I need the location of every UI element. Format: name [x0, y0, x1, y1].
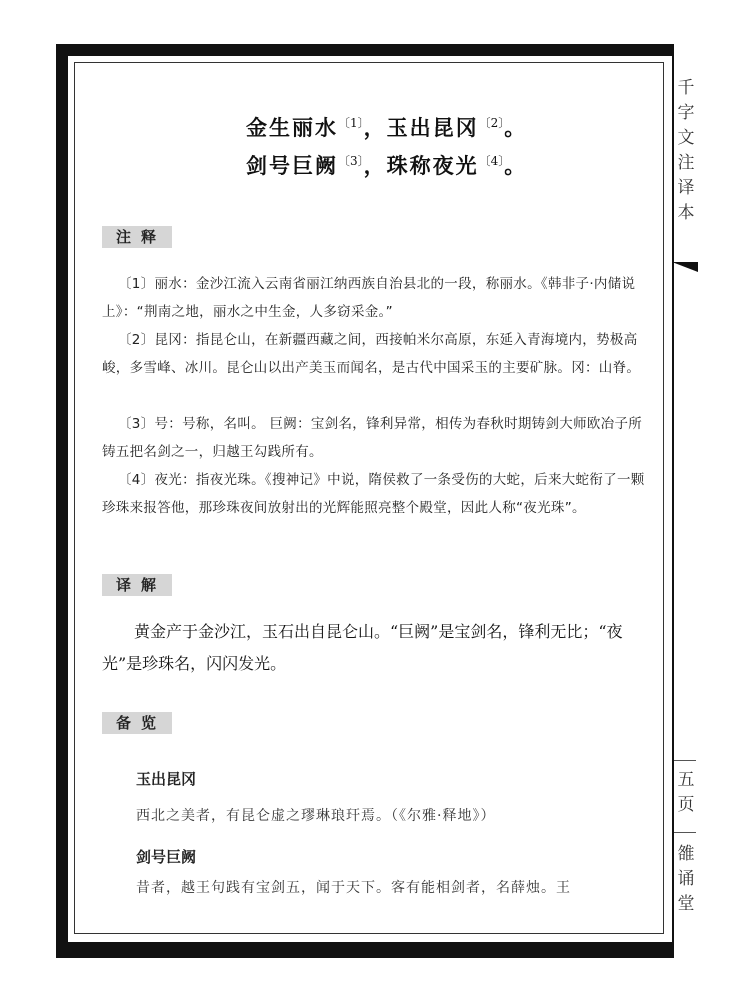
- side-divider: [674, 760, 696, 761]
- reference-text-1: 西北之美者，有昆仑虚之璆琳琅玕焉。（《尔雅·释地》）: [136, 808, 496, 824]
- verse-line-1: 金生丽水$^{〔1〕}$，玉出昆冈$^{〔2〕}$。: [246, 115, 528, 140]
- section-heading-translation: 译解: [102, 574, 172, 596]
- side-hall-name: 雒诵堂: [677, 844, 695, 914]
- note-1: 〔1〕丽水：金沙江流入云南省丽江纳西族自治县北的一段，称丽水。《韩非子·内储说上》：“荆南之地，丽水之中生金，人多窃采金。”: [102, 276, 636, 320]
- note-4: 〔4〕夜光：指夜光珠。《搜神记》中说，隋侯救了一条受伤的大蛇，后来大蛇衔了一颗珍珠来报答他，那珍珠夜间放射出的光辉能照亮整个殿堂，因此人称“夜光珠”。: [102, 472, 645, 516]
- section-heading-notes: 注释: [102, 226, 172, 248]
- note-3: 〔3〕号：号称，名叫。 巨阙：宝剑名，锋利异常，相传为春秋时期铸剑大师欧冶子所铸五把名剑之一，归越王勾践所有。: [102, 416, 643, 460]
- verse-line-2: 剑号巨阙$^{〔3〕}$，珠称夜光$^{〔4〕}$。: [246, 153, 528, 178]
- reference-title-1: 玉出昆冈: [136, 770, 197, 788]
- side-marker: [672, 262, 698, 272]
- side-book-title: 千字文注译本: [677, 78, 695, 223]
- side-divider: [674, 832, 696, 833]
- section-heading-reference: 备览: [102, 712, 172, 734]
- side-page-number: 五页: [677, 770, 695, 815]
- note-2: 〔2〕昆冈：指昆仑山，在新疆西藏之间，西接帕米尔高原，东延入青海境内，势极高峻，多雪峰、冰川。昆仑山以出产美玉而闻名，是古代中国采玉的主要矿脉。冈：山脊。: [102, 332, 641, 376]
- translation-text: 黄金产于金沙江，玉石出自昆仑山。“巨阙”是宝剑名，锋利无比；“夜光”是珍珠名，闪闪发光。: [102, 622, 623, 673]
- reference-title-2: 剑号巨阙: [136, 848, 197, 866]
- reference-text-2: 昔者，越王句践有宝剑五，闻于天下。客有能相剑者，名薛烛。王: [136, 880, 571, 896]
